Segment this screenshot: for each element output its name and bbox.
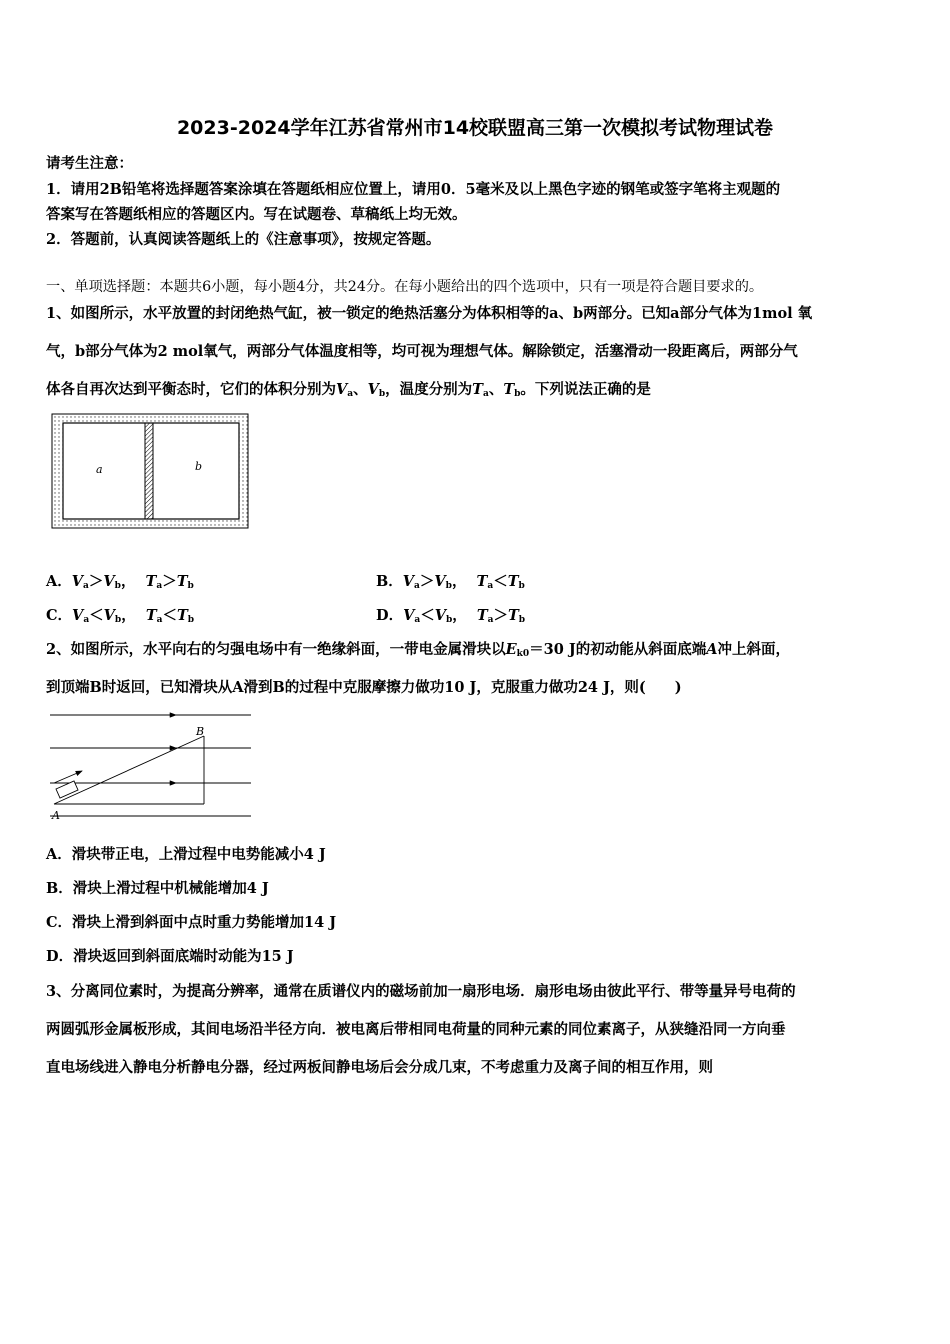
q3-line-3: 直电场线进入静电分析静电分器，经过两板间静电场后会分成几束，不考虑重力及离子间的相互作用，则 (46, 1059, 713, 1076)
exam-title: 2023-2024学年江苏省常州市14校联盟高三第一次模拟考试物理试卷 (176, 117, 774, 139)
q3-line-1: 3、分离同位素时，为提高分辨率，通常在质谱仪内的磁场前加一扇形电场．扇形电场由彼此平行、带等量异号电荷的 (46, 983, 796, 1000)
q2-option-d: D．滑块返回到斜面底端时动能为15 J (46, 948, 294, 965)
q1-option-a: A．$V_a>V_b$， $T_a>T_b$ (46, 573, 194, 591)
notice-item-1-cont: 答案写在答题纸相应的答题区内。写在试题卷、草稿纸上均无效。 (46, 206, 467, 223)
q2-fig-label-a: A (52, 809, 60, 822)
q1-option-c: C．$V_a<V_b$， $T_a<T_b$ (46, 607, 195, 625)
q1-line-1: 1、如图所示，水平放置的封闭绝热气缸，被一锁定的绝热活塞分为体积相等的a、b两部分。已知a部分气体为1mol 氧 (46, 305, 813, 322)
q1-line-3: 体各自再次达到平衡态时，它们的体积分别为$V_a$、$V_b$，温度分别为$T_a$、$T_b$。下列说法正确的是 (46, 381, 651, 399)
q1-line-3-post: 。下列说法正确的是 (520, 381, 651, 398)
q2-fig-label-b: B (196, 725, 205, 738)
q2-option-a: A．滑块带正电，上滑过程中电势能减小4 J (46, 846, 326, 863)
q3-line-2: 两圆弧形金属板形成，其间电场沿半径方向．被电离后带相同电荷量的同种元素的同位素离子，从狭缝沿同一方向垂 (46, 1021, 786, 1038)
section-heading: 一、单项选择题：本题共6小题，每小题4分，共24分。在每小题给出的四个选项中，只有一项是符合题目要求的。 (46, 279, 764, 295)
q1-line-2: 气，b部分气体为2 mol氧气，两部分气体温度相等，均可视为理想气体。解除锁定，活塞滑动一段距离后，两部分气 (46, 343, 798, 360)
q1-fig-label-a: a (96, 463, 103, 476)
notice-item-2: 2．答题前，认真阅读答题纸上的《注意事项》，按规定答题。 (46, 231, 441, 248)
q1-option-b: B．$V_a>V_b$， $T_a<T_b$ (376, 573, 525, 591)
notice-heading: 请考生注意： (46, 155, 133, 172)
q2-option-b: B．滑块上滑过程中机械能增加4 J (46, 880, 269, 897)
q1-line-3-pre: 体各自再次达到平衡态时，它们的体积分别为 (46, 381, 336, 398)
q2-line-1: 2、如图所示，水平向右的匀强电场中有一绝缘斜面，一带电金属滑块以$E_{k0}=30$ J的初动能从斜面底端A冲上斜面， (46, 641, 791, 659)
q1-fig-label-b: b (195, 460, 203, 473)
q1-option-d: D．$V_a<V_b$， $T_a>T_b$ (376, 607, 526, 625)
q2-option-c: C．滑块上滑到斜面中点时重力势能增加14 J (46, 914, 337, 931)
q1-cylinder-figure (50, 412, 250, 530)
notice-item-1: 1．请用2B铅笔将选择题答案涂填在答题纸相应位置上，请用0．5毫米及以上黑色字迹的钢笔或签字笔将主观题的 (46, 181, 781, 198)
q2-line-2: 到顶端B时返回，已知滑块从A滑到B的过程中克服摩擦力做功10 J，克服重力做功24 J，则( ) (46, 679, 682, 696)
q2-incline-figure (46, 705, 256, 823)
